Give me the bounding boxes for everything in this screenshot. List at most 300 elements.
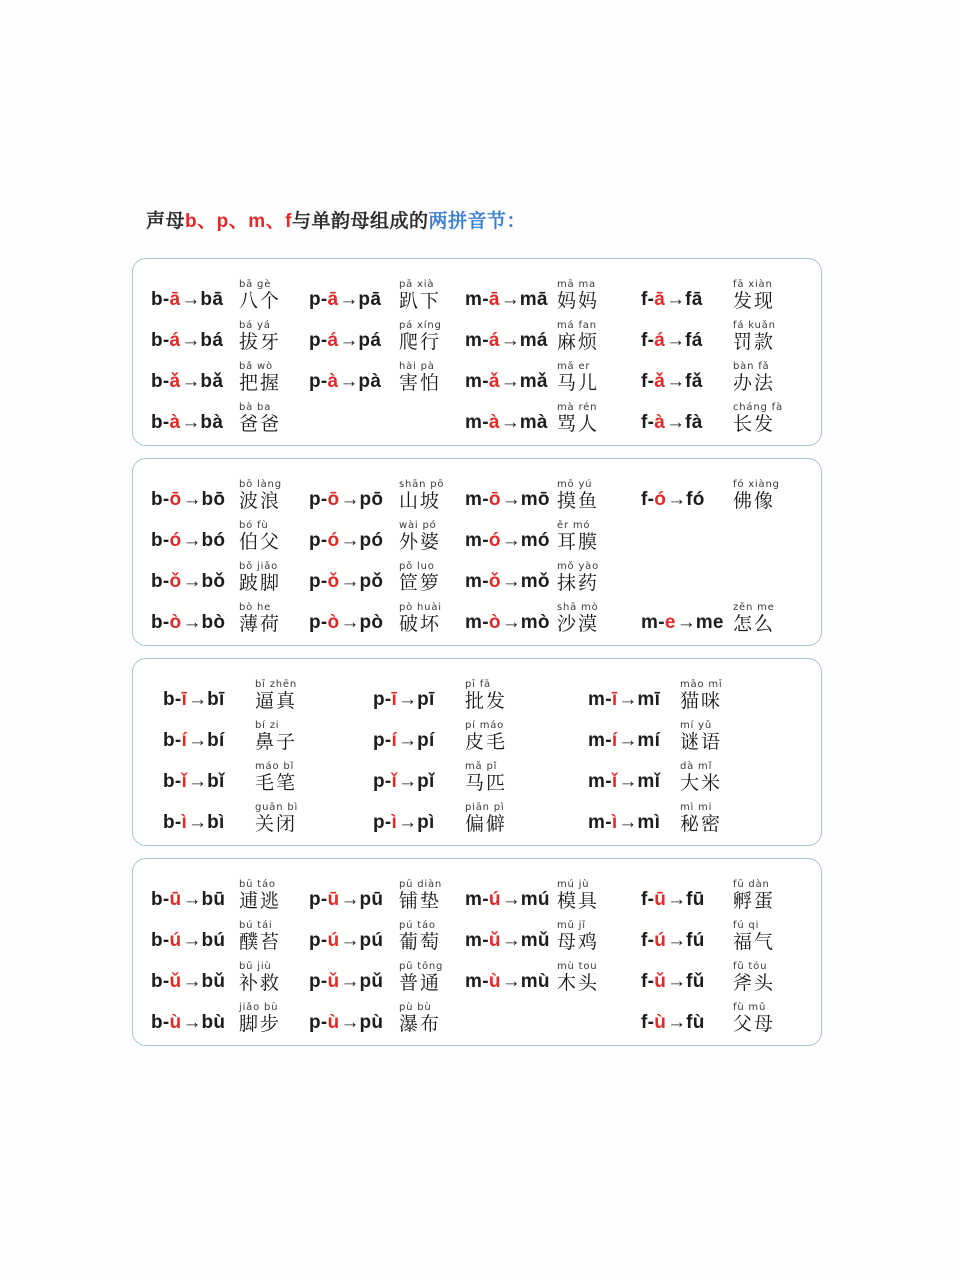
formula-initial: b- — [151, 1012, 170, 1033]
syllable-formula — [641, 890, 705, 910]
example-word — [399, 520, 441, 553]
example-pinyin: fù mǔ — [733, 1002, 767, 1013]
formula-syllable: bá — [200, 330, 224, 351]
arrow-right-icon: → — [188, 730, 207, 751]
formula-final: á — [327, 330, 339, 351]
formula-initial: b- — [151, 889, 170, 910]
example-pinyin: pù bù — [399, 1002, 432, 1013]
formula-initial: m- — [465, 612, 489, 633]
formula-final: ǎ — [654, 371, 666, 392]
example-hanzi: 孵蛋 — [733, 890, 776, 912]
example-word — [557, 402, 599, 435]
example-word — [465, 802, 507, 835]
example-word — [557, 561, 599, 594]
syllable-formula — [465, 490, 550, 510]
formula-syllable: bǒ — [201, 571, 226, 592]
arrow-right-icon: → — [500, 412, 519, 433]
example-pinyin: pū diàn — [399, 879, 443, 890]
example-word — [465, 720, 507, 753]
formula-final: ó — [654, 489, 667, 510]
formula-initial: f- — [641, 889, 655, 910]
formula-syllable: mǐ — [637, 771, 661, 792]
syllable-formula — [309, 890, 383, 910]
formula-syllable: bò — [201, 612, 226, 633]
example-word — [733, 320, 776, 353]
formula-initial: b- — [151, 971, 170, 992]
syllable-formula — [588, 813, 660, 833]
example-word — [557, 520, 599, 553]
syllable-formula — [465, 972, 550, 992]
arrow-right-icon: → — [182, 489, 201, 510]
formula-syllable: fǔ — [686, 971, 705, 992]
example-hanzi: 跛脚 — [239, 572, 282, 594]
formula-final: ū — [327, 889, 340, 910]
example-word — [680, 802, 722, 835]
formula-syllable: bī — [207, 689, 225, 710]
example-pinyin: fó xiàng — [733, 479, 780, 490]
example-hanzi: 抹药 — [557, 572, 600, 594]
arrow-right-icon: → — [188, 812, 207, 833]
syllable-formula — [151, 890, 225, 910]
formula-syllable: pū — [359, 889, 384, 910]
example-pinyin: jiǎo bù — [239, 1002, 279, 1013]
syllable-formula — [641, 490, 705, 510]
example-pinyin: mà rén — [557, 402, 598, 413]
formula-syllable: mò — [520, 612, 550, 633]
syllable-formula — [151, 413, 223, 433]
example-word — [465, 679, 507, 712]
arrow-right-icon: → — [500, 330, 519, 351]
formula-final: ù — [169, 1012, 182, 1033]
formula-initial: b- — [151, 489, 170, 510]
example-hanzi: 波浪 — [239, 490, 282, 512]
formula-syllable: pǒ — [359, 571, 384, 592]
formula-initial: m- — [465, 930, 489, 951]
arrow-right-icon: → — [188, 689, 207, 710]
arrow-right-icon: → — [340, 930, 359, 951]
formula-initial: f- — [641, 412, 655, 433]
arrow-right-icon: → — [398, 689, 417, 710]
syllable-formula — [641, 331, 703, 351]
formula-final: ì — [181, 812, 188, 833]
example-pinyin: mǎ er — [557, 361, 591, 372]
formula-final: ū — [654, 889, 667, 910]
example-word — [733, 361, 775, 394]
example-pinyin: pī fā — [465, 679, 491, 690]
formula-syllable: fǎ — [685, 371, 703, 392]
example-word — [399, 879, 442, 912]
arrow-right-icon: → — [398, 771, 417, 792]
syllable-formula — [588, 690, 660, 710]
formula-initial: b- — [151, 530, 170, 551]
example-hanzi: 伯父 — [239, 531, 282, 553]
formula-syllable: bí — [207, 730, 225, 751]
example-pinyin: má fan — [557, 320, 597, 331]
formula-syllable: pī — [417, 689, 435, 710]
arrow-right-icon: → — [398, 812, 417, 833]
example-hanzi: 怎么 — [733, 613, 776, 635]
example-hanzi: 罚款 — [733, 331, 776, 353]
example-pinyin: bà ba — [239, 402, 272, 413]
formula-initial: m- — [465, 289, 489, 310]
arrow-right-icon: → — [340, 489, 359, 510]
arrow-right-icon: → — [340, 889, 359, 910]
example-hanzi: 马儿 — [557, 372, 600, 394]
example-word — [733, 479, 780, 512]
formula-final: ì — [611, 812, 618, 833]
example-pinyin: mǔ jī — [557, 920, 586, 931]
arrow-right-icon: → — [501, 612, 520, 633]
syllable-formula — [151, 972, 225, 992]
example-pinyin: bǔ jiù — [239, 961, 272, 972]
example-hanzi: 麻烦 — [557, 331, 600, 353]
example-pinyin: pá xíng — [399, 320, 442, 331]
formula-final: ū — [169, 889, 182, 910]
formula-initial: p- — [309, 930, 328, 951]
formula-initial: p- — [373, 689, 392, 710]
formula-final: ù — [327, 1012, 340, 1033]
formula-syllable: mō — [520, 489, 550, 510]
example-pinyin: shā mò — [557, 602, 599, 613]
arrow-right-icon: → — [501, 889, 520, 910]
example-hanzi: 秘密 — [680, 813, 723, 835]
example-hanzi: 拔牙 — [239, 331, 282, 353]
syllable-formula — [309, 1013, 383, 1033]
syllable-formula — [465, 572, 550, 592]
title-colon: ： — [506, 211, 526, 232]
formula-final: ǔ — [327, 971, 340, 992]
example-hanzi: 山坡 — [399, 490, 442, 512]
example-word — [399, 961, 443, 994]
syllable-formula — [465, 931, 550, 951]
example-word — [239, 402, 281, 435]
example-pinyin: pú táo — [399, 920, 436, 931]
formula-initial: m- — [465, 889, 489, 910]
formula-syllable: pò — [359, 612, 384, 633]
syllable-formula — [151, 490, 225, 510]
example-hanzi: 耳膜 — [557, 531, 600, 553]
formula-final: à — [327, 371, 339, 392]
example-word — [239, 561, 281, 594]
arrow-right-icon: → — [501, 571, 520, 592]
formula-syllable: mí — [637, 730, 661, 751]
formula-initial: f- — [641, 930, 655, 951]
arrow-right-icon: → — [181, 330, 200, 351]
syllable-formula — [465, 413, 548, 433]
arrow-right-icon: → — [501, 930, 520, 951]
syllable-formula — [465, 531, 550, 551]
formula-initial: m- — [588, 689, 612, 710]
example-word — [733, 879, 775, 912]
example-word — [557, 602, 599, 635]
formula-final: ī — [611, 689, 618, 710]
example-hanzi: 木头 — [557, 972, 600, 994]
formula-final: ǐ — [181, 771, 188, 792]
formula-syllable: mì — [637, 812, 661, 833]
syllable-formula — [309, 972, 383, 992]
example-word — [255, 679, 297, 712]
example-word — [399, 361, 441, 394]
arrow-right-icon: → — [339, 371, 358, 392]
formula-syllable: bó — [201, 530, 226, 551]
arrow-right-icon: → — [340, 530, 359, 551]
example-hanzi: 长发 — [733, 413, 776, 435]
arrow-right-icon: → — [339, 289, 358, 310]
syllable-formula — [309, 372, 381, 392]
arrow-right-icon: → — [618, 730, 637, 751]
example-pinyin: mì mi — [680, 802, 713, 813]
formula-initial: p- — [309, 1012, 328, 1033]
arrow-right-icon: → — [666, 371, 685, 392]
formula-initial: f- — [641, 1012, 655, 1033]
example-pinyin: pǔ tōng — [399, 961, 444, 972]
formula-syllable: bà — [200, 412, 224, 433]
example-hanzi: 补救 — [239, 972, 282, 994]
formula-syllable: pà — [358, 371, 382, 392]
arrow-right-icon: → — [340, 971, 359, 992]
syllable-formula — [465, 290, 548, 310]
formula-syllable: mǒ — [520, 571, 550, 592]
example-pinyin: fā xiàn — [733, 279, 773, 290]
example-hanzi: 福气 — [733, 931, 776, 953]
formula-initial: m- — [588, 812, 612, 833]
formula-final: ī — [391, 689, 398, 710]
syllable-formula — [373, 690, 435, 710]
formula-final: á — [169, 330, 181, 351]
example-hanzi: 沙漠 — [557, 613, 600, 635]
example-word — [733, 279, 775, 312]
arrow-right-icon: → — [667, 971, 686, 992]
example-word — [399, 279, 441, 312]
formula-final: í — [181, 730, 188, 751]
example-word — [557, 361, 599, 394]
example-word — [557, 320, 599, 353]
example-word — [399, 602, 442, 635]
syllable-card-u — [132, 858, 822, 1046]
example-word — [733, 1002, 775, 1035]
syllable-formula — [641, 972, 705, 992]
example-pinyin: fū dàn — [733, 879, 770, 890]
formula-final: ǔ — [654, 971, 667, 992]
formula-initial: f- — [641, 330, 655, 351]
example-word — [239, 961, 281, 994]
formula-initial: p- — [309, 571, 328, 592]
formula-syllable: mà — [519, 412, 548, 433]
syllable-formula — [641, 1013, 705, 1033]
example-hanzi: 妈妈 — [557, 290, 600, 312]
arrow-right-icon: → — [182, 530, 201, 551]
example-hanzi: 把握 — [239, 372, 282, 394]
syllable-formula — [373, 772, 435, 792]
syllable-card-a — [132, 258, 822, 446]
formula-final: ā — [169, 289, 181, 310]
formula-final: ó — [327, 530, 340, 551]
arrow-right-icon: → — [667, 1012, 686, 1033]
arrow-right-icon: → — [618, 812, 637, 833]
example-word — [557, 879, 599, 912]
example-word — [399, 920, 441, 953]
formula-final: ō — [327, 489, 340, 510]
example-word — [733, 961, 775, 994]
formula-syllable: fà — [685, 412, 703, 433]
formula-syllable: me — [695, 612, 724, 633]
example-pinyin: pā xià — [399, 279, 435, 290]
formula-initial: m- — [465, 530, 489, 551]
arrow-right-icon: → — [398, 730, 417, 751]
example-word — [239, 320, 281, 353]
example-hanzi: 批发 — [465, 690, 508, 712]
syllable-card-o — [132, 458, 822, 646]
syllable-formula — [151, 931, 225, 951]
syllable-formula — [151, 290, 223, 310]
example-pinyin: pí máo — [465, 720, 505, 731]
arrow-right-icon: → — [182, 612, 201, 633]
example-word — [239, 920, 281, 953]
example-pinyin: bǎ wò — [239, 361, 273, 372]
title-consonants: b、p、m、f — [185, 211, 292, 232]
syllable-formula — [641, 290, 703, 310]
formula-final: ò — [327, 612, 340, 633]
example-word — [557, 279, 599, 312]
example-word — [239, 479, 282, 512]
formula-final: ǐ — [611, 771, 618, 792]
formula-initial: b- — [151, 289, 170, 310]
syllable-formula — [588, 772, 660, 792]
syllable-formula — [151, 372, 223, 392]
example-pinyin: dà mǐ — [680, 761, 713, 772]
example-word — [557, 961, 599, 994]
formula-syllable: fú — [686, 930, 705, 951]
formula-final: í — [611, 730, 618, 751]
formula-syllable: pú — [359, 930, 384, 951]
syllable-formula — [309, 531, 383, 551]
formula-syllable: bù — [201, 1012, 226, 1033]
arrow-right-icon: → — [340, 571, 359, 592]
formula-syllable: bǐ — [207, 771, 225, 792]
formula-syllable: fū — [686, 889, 705, 910]
arrow-right-icon: → — [181, 289, 200, 310]
formula-syllable: pó — [359, 530, 384, 551]
example-hanzi: 害怕 — [399, 372, 442, 394]
formula-final: ō — [488, 489, 501, 510]
example-word — [239, 361, 281, 394]
example-pinyin: māo mī — [680, 679, 723, 690]
formula-syllable: mó — [520, 530, 550, 551]
example-hanzi: 摸鱼 — [557, 490, 600, 512]
example-pinyin: hài pà — [399, 361, 435, 372]
syllable-formula — [641, 613, 724, 633]
syllable-formula — [163, 772, 225, 792]
example-hanzi: 逋逃 — [239, 890, 282, 912]
formula-initial: p- — [373, 730, 392, 751]
example-pinyin: mú jù — [557, 879, 590, 890]
formula-syllable: pì — [417, 812, 435, 833]
formula-final: ó — [488, 530, 501, 551]
example-word — [557, 920, 599, 953]
example-pinyin: bò he — [239, 602, 272, 613]
example-hanzi: 关闭 — [255, 813, 298, 835]
formula-syllable: fù — [686, 1012, 705, 1033]
formula-final: ì — [391, 812, 398, 833]
example-hanzi: 毛笔 — [255, 772, 298, 794]
arrow-right-icon: → — [666, 412, 685, 433]
formula-syllable: fā — [685, 289, 703, 310]
syllable-formula — [309, 290, 381, 310]
formula-initial: p- — [309, 889, 328, 910]
formula-initial: b- — [151, 930, 170, 951]
formula-initial: m- — [588, 730, 612, 751]
formula-final: ā — [488, 289, 500, 310]
example-hanzi: 脚步 — [239, 1013, 282, 1035]
arrow-right-icon: → — [182, 571, 201, 592]
formula-initial: b- — [163, 730, 182, 751]
formula-final: ò — [169, 612, 182, 633]
arrow-right-icon: → — [340, 1012, 359, 1033]
arrow-right-icon: → — [666, 330, 685, 351]
example-hanzi: 骂人 — [557, 413, 600, 435]
example-hanzi: 葡萄 — [399, 931, 442, 953]
arrow-right-icon: → — [666, 289, 685, 310]
arrow-right-icon: → — [340, 612, 359, 633]
example-hanzi: 逼真 — [255, 690, 298, 712]
example-word — [239, 520, 281, 553]
example-pinyin: bí zi — [255, 720, 280, 731]
formula-final: ǒ — [169, 571, 182, 592]
formula-initial: b- — [151, 330, 170, 351]
formula-syllable: bú — [201, 930, 226, 951]
example-pinyin: mù tou — [557, 961, 598, 972]
example-pinyin: mí yǔ — [680, 720, 712, 731]
arrow-right-icon: → — [181, 412, 200, 433]
example-hanzi: 爸爸 — [239, 413, 282, 435]
formula-final: ù — [654, 1012, 667, 1033]
formula-syllable: mú — [520, 889, 550, 910]
example-pinyin: bō làng — [239, 479, 282, 490]
example-pinyin: bá yá — [239, 320, 271, 331]
formula-final: ǔ — [169, 971, 182, 992]
example-word — [239, 1002, 281, 1035]
syllable-formula — [309, 572, 383, 592]
syllable-formula — [163, 690, 225, 710]
formula-initial: p- — [309, 289, 328, 310]
example-pinyin: pò huài — [399, 602, 442, 613]
formula-syllable: bǔ — [201, 971, 226, 992]
formula-syllable: fá — [685, 330, 703, 351]
example-hanzi: 鼻子 — [255, 731, 298, 753]
formula-final: ǐ — [391, 771, 398, 792]
example-hanzi: 趴下 — [399, 290, 442, 312]
title-highlight: 两拼音节 — [428, 211, 507, 232]
arrow-right-icon: → — [188, 771, 207, 792]
formula-final: à — [654, 412, 666, 433]
example-word — [733, 602, 775, 635]
formula-initial: m- — [465, 971, 489, 992]
formula-initial: p- — [309, 489, 328, 510]
example-hanzi: 办法 — [733, 372, 776, 394]
arrow-right-icon: → — [618, 771, 637, 792]
formula-initial: f- — [641, 289, 655, 310]
arrow-right-icon: → — [667, 930, 686, 951]
formula-initial: b- — [163, 771, 182, 792]
example-word — [733, 402, 783, 435]
page-title — [146, 206, 526, 233]
example-word — [557, 479, 599, 512]
example-hanzi: 铺垫 — [399, 890, 442, 912]
formula-initial: m- — [641, 612, 665, 633]
example-word — [255, 720, 297, 753]
formula-initial: b- — [163, 689, 182, 710]
formula-final: ò — [488, 612, 501, 633]
